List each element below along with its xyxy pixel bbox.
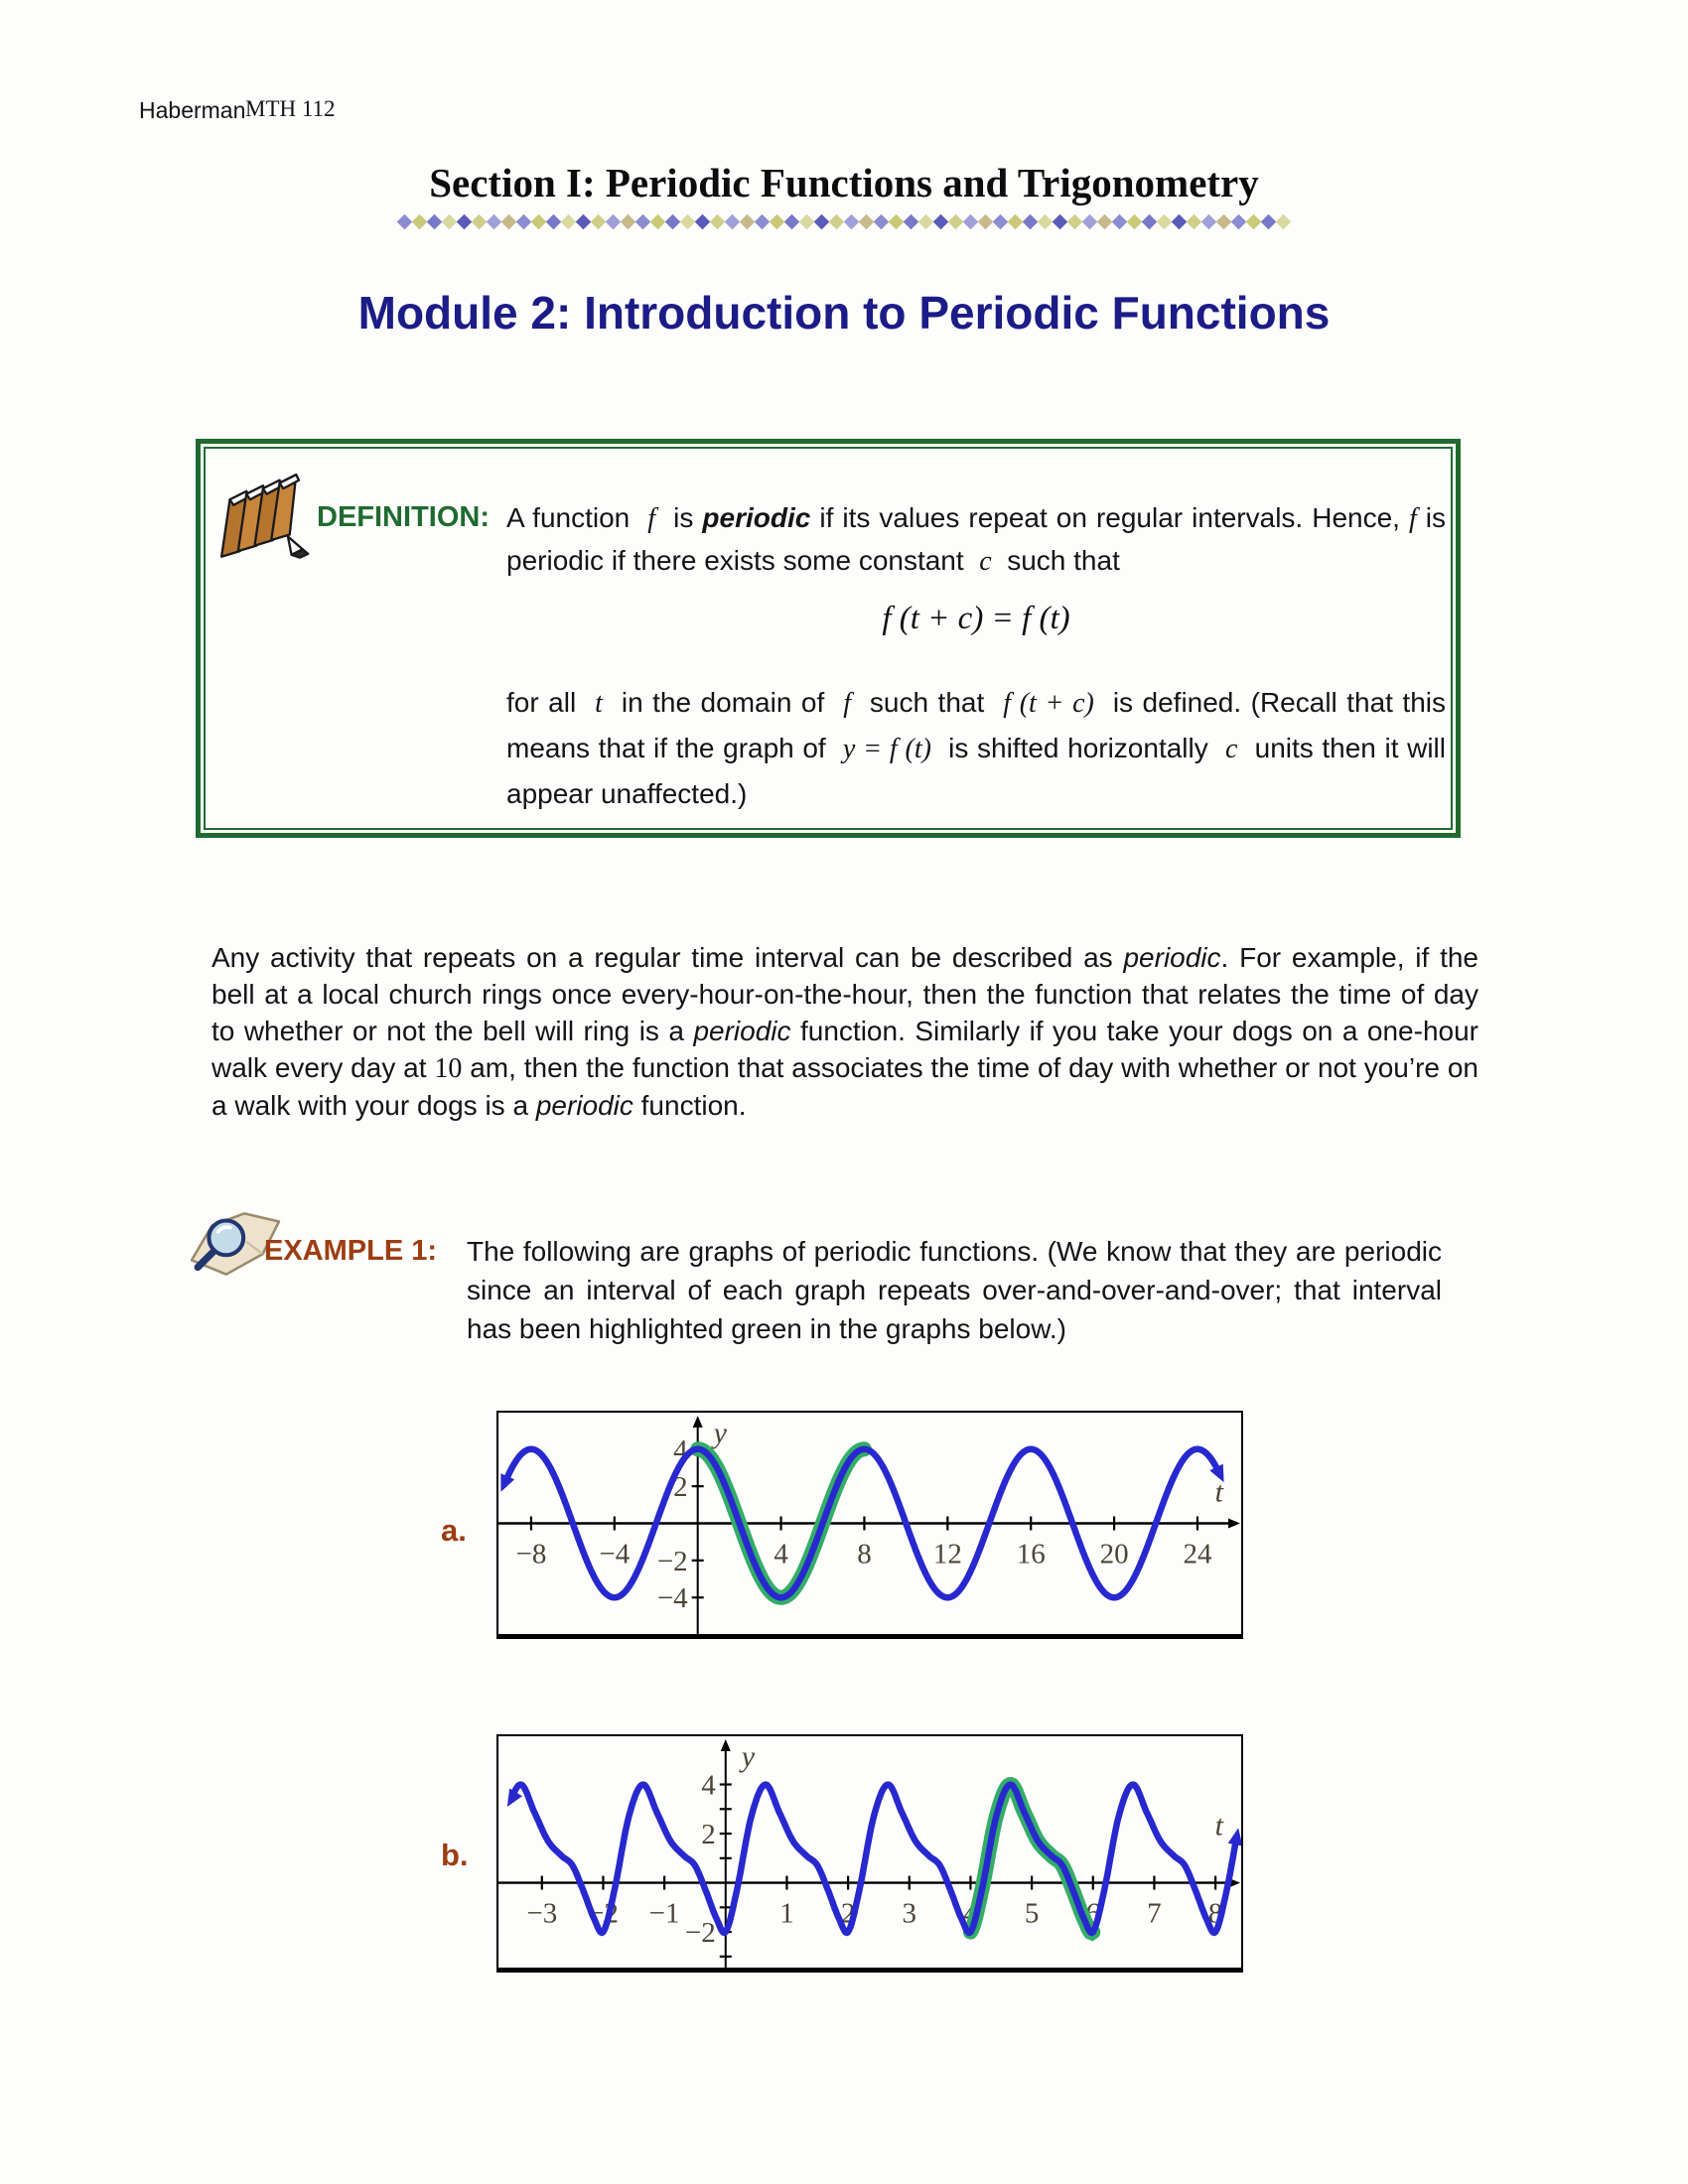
- divider-diamond: [546, 214, 562, 230]
- divider-diamond: [457, 214, 473, 230]
- text-segment: in the domain of: [602, 687, 844, 718]
- divider-diamond: [1187, 214, 1202, 230]
- divider-diamond: [531, 214, 547, 230]
- definition-box: [196, 439, 1461, 838]
- divider-diamond: [591, 214, 607, 230]
- divider-diamond: [829, 214, 845, 230]
- divider-diamond: [933, 214, 949, 230]
- header-course: MTH 112: [245, 96, 336, 121]
- text-segment: if its values repeat on regular intervals. Hence,: [810, 502, 1409, 533]
- graph-b-frame: [496, 1734, 1243, 1973]
- graph-a-label: a.: [441, 1513, 467, 1548]
- divider-diamond: [412, 214, 428, 230]
- definition-equation: f (t + c) = f (t): [882, 601, 1070, 636]
- divider-diamond: [442, 214, 458, 230]
- diamond-divider: [0, 214, 1688, 234]
- text-segment: f (t + c): [1003, 688, 1094, 719]
- divider-diamond: [725, 214, 741, 230]
- svg-text:−4: −4: [599, 1538, 631, 1570]
- svg-text:7: 7: [1147, 1897, 1162, 1930]
- text-segment: Any activity that repeats on a regular time interval can be described as: [211, 942, 1124, 973]
- example-text: [467, 1232, 1442, 1348]
- graph-b-plot: [498, 1736, 1241, 1968]
- svg-text:−8: −8: [515, 1538, 547, 1570]
- text-segment: periodic: [702, 502, 811, 533]
- divider-diamond: [784, 214, 800, 230]
- header-author: Haberman: [139, 97, 246, 123]
- divider-diamond: [814, 214, 830, 230]
- divider-diamond: [501, 214, 517, 230]
- text-segment: f: [1408, 503, 1417, 534]
- divider-diamond: [695, 214, 711, 230]
- divider-diamond: [665, 214, 681, 230]
- divider-diamond: [859, 214, 875, 230]
- divider-diamond: [427, 214, 443, 230]
- graph-b-label: b.: [441, 1838, 469, 1872]
- divider-diamond: [487, 214, 502, 230]
- text-segment: f: [843, 688, 851, 719]
- divider-diamond: [948, 214, 964, 230]
- divider-diamond: [889, 214, 905, 230]
- divider-diamond: [650, 214, 666, 230]
- text-segment: is: [655, 502, 703, 533]
- svg-text:4: 4: [774, 1538, 788, 1570]
- divider-diamond: [561, 214, 577, 230]
- divider-diamond: [755, 214, 771, 230]
- text-segment: am, then the function that associates the time of day with whether or not you’re on a walk with your dogs is a: [211, 1052, 1478, 1121]
- svg-text:t: t: [1214, 1475, 1223, 1509]
- divider-diamond: [993, 214, 1009, 230]
- svg-text:−2: −2: [656, 1545, 688, 1577]
- svg-text:24: 24: [1183, 1538, 1212, 1570]
- svg-text:8: 8: [857, 1538, 872, 1570]
- divider-diamond: [1082, 214, 1098, 230]
- text-segment: periodic: [535, 1090, 633, 1121]
- divider-diamond: [576, 214, 592, 230]
- definition-body-text: [506, 680, 1446, 816]
- divider-diamond: [978, 214, 994, 230]
- svg-text:3: 3: [902, 1897, 917, 1930]
- section-title: Section I: Periodic Functions and Trigonometry: [429, 160, 1259, 205]
- svg-text:−2: −2: [588, 1897, 619, 1930]
- divider-diamond: [799, 214, 815, 230]
- svg-text:4: 4: [963, 1897, 978, 1930]
- example-label: EXAMPLE 1:: [264, 1235, 438, 1267]
- text-segment: The following are graphs of periodic functions. (We know that they are periodic since an interval of each graph repeats over-and-over-and-over; that interval has been highlighted green in the graphs below.): [467, 1236, 1442, 1344]
- svg-text:5: 5: [1024, 1897, 1040, 1930]
- text-segment: periodic: [693, 1016, 791, 1046]
- svg-text:16: 16: [1016, 1538, 1046, 1570]
- divider-diamond: [1053, 214, 1068, 230]
- svg-text:12: 12: [932, 1538, 962, 1570]
- text-segment: for all: [506, 687, 596, 718]
- divider-diamond: [635, 214, 651, 230]
- divider-diamond: [770, 214, 785, 230]
- svg-text:−3: −3: [526, 1897, 558, 1930]
- divider-diamond: [1112, 214, 1128, 230]
- divider-diamond: [1231, 214, 1247, 230]
- divider-diamond: [710, 214, 726, 230]
- divider-diamond: [1216, 214, 1232, 230]
- text-segment: such that: [991, 545, 1120, 576]
- svg-text:−1: −1: [648, 1897, 680, 1930]
- text-segment: periodic: [1123, 942, 1221, 973]
- divider-diamond: [680, 214, 696, 230]
- divider-diamond: [606, 214, 622, 230]
- text-segment: c: [979, 546, 992, 577]
- text-segment: units then it will appear unaffected.): [506, 733, 1446, 809]
- divider-diamond: [516, 214, 532, 230]
- divider-diamond: [472, 214, 488, 230]
- divider-diamond: [1246, 214, 1262, 230]
- text-segment: function. Similarly if you take your dogs on a one-hour walk every day at: [211, 1016, 1478, 1083]
- text-segment: is defined. (Recall that this means that if the graph of: [506, 687, 1447, 763]
- text-segment: function.: [633, 1090, 747, 1121]
- divider-diamond: [1261, 214, 1277, 230]
- text-segment: c: [1224, 734, 1238, 764]
- divider-diamond: [621, 214, 636, 230]
- text-segment: A function: [506, 502, 648, 533]
- divider-diamond: [1067, 214, 1083, 230]
- body-paragraph: [211, 939, 1478, 1124]
- svg-text:8: 8: [1207, 1897, 1223, 1930]
- svg-text:y: y: [741, 1740, 756, 1773]
- divider-diamond: [874, 214, 890, 230]
- text-segment: such that: [850, 687, 1004, 718]
- divider-diamond: [740, 214, 756, 230]
- graph-a-frame: [496, 1411, 1243, 1639]
- divider-diamond: [904, 214, 919, 230]
- divider-diamond: [1276, 214, 1292, 230]
- svg-text:2: 2: [673, 1471, 688, 1504]
- svg-text:y: y: [713, 1417, 728, 1449]
- divider-diamond: [918, 214, 934, 230]
- divider-diamond: [1172, 214, 1188, 230]
- definition-label: DEFINITION:: [317, 501, 490, 533]
- svg-text:1: 1: [779, 1897, 794, 1930]
- svg-text:−2: −2: [684, 1917, 716, 1950]
- text-segment: y = f (t): [842, 734, 931, 764]
- divider-diamond: [963, 214, 979, 230]
- text-segment: 10: [434, 1053, 463, 1084]
- books-icon: [211, 456, 312, 575]
- svg-text:t: t: [1214, 1809, 1223, 1843]
- divider-diamond: [1201, 214, 1217, 230]
- svg-text:4: 4: [701, 1769, 716, 1802]
- divider-diamond: [1023, 214, 1039, 230]
- text-segment: f: [647, 503, 656, 534]
- divider-diamond: [1008, 214, 1024, 230]
- divider-diamond: [844, 214, 860, 230]
- svg-text:4: 4: [673, 1433, 688, 1466]
- divider-diamond: [1097, 214, 1113, 230]
- text-segment: . For example, if the bell at a local church rings once every-hour-on-the-hour, then the function that relates the time of day to whether or not the bell will ring is a: [211, 942, 1478, 1046]
- text-segment: t: [595, 688, 603, 719]
- module-title: Module 2: Introduction to Periodic Functions: [357, 287, 1331, 339]
- svg-text:2: 2: [840, 1897, 856, 1930]
- graph-a-plot: [498, 1413, 1241, 1634]
- text-segment: is shifted horizontally: [930, 733, 1225, 763]
- svg-text:20: 20: [1099, 1538, 1129, 1570]
- text-segment: is periodic if there exists some constant: [506, 502, 1446, 576]
- divider-diamond: [1142, 214, 1158, 230]
- definition-intro-text: [506, 497, 1446, 583]
- svg-text:6: 6: [1085, 1897, 1101, 1930]
- svg-text:2: 2: [701, 1819, 716, 1851]
- divider-diamond: [1038, 214, 1054, 230]
- divider-diamond: [397, 214, 413, 230]
- svg-text:−4: −4: [656, 1582, 688, 1615]
- divider-diamond: [1127, 214, 1143, 230]
- divider-diamond: [1157, 214, 1173, 230]
